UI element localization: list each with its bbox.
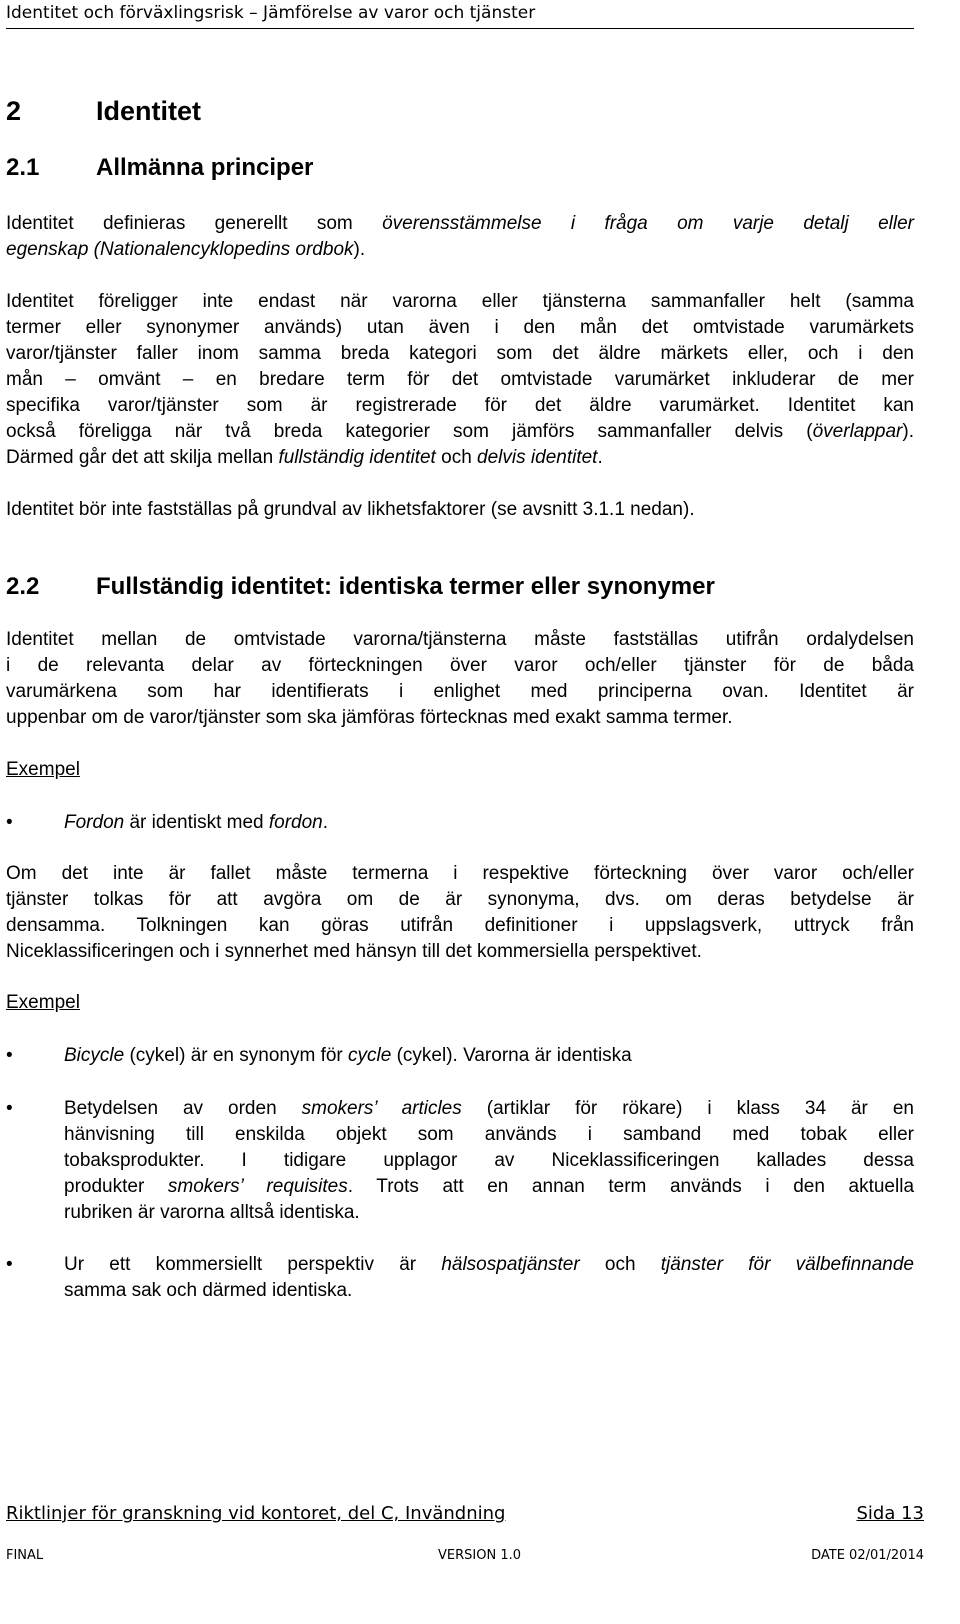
section-number: 2.2 <box>6 573 40 600</box>
paragraph-full-identity <box>6 627 914 731</box>
section-title: Allmänna principer <box>96 154 314 181</box>
text-run: smokers’ articles <box>301 1098 462 1119</box>
text-run: och <box>579 1254 661 1275</box>
footer-guidelines: Riktlinjer för granskning vid kontoret, del C, Invändning <box>6 1503 506 1524</box>
text-run: cycle <box>348 1045 392 1066</box>
text-run: fullständig identitet <box>278 447 436 468</box>
text-run: tjänster för välbefinnande <box>660 1254 914 1275</box>
text-run: delvis identitet <box>477 447 598 468</box>
text-run: Betydelsen av orden <box>64 1098 302 1119</box>
document-version: VERSION 1.0 <box>438 1548 521 1563</box>
bullet-icon: • <box>6 1254 13 1275</box>
example-label <box>6 757 914 783</box>
text-run: smokers’ requisites <box>167 1176 348 1197</box>
text-line: varor/tjänster faller inom samma breda kategori som det äldre märkets eller, och i den <box>6 343 914 364</box>
footer-meta-row <box>6 1547 924 1567</box>
text-run: Bicycle <box>64 1045 125 1066</box>
text-run: egenskap ( <box>6 239 101 260</box>
text-line: Om det inte är fallet måste termerna i respektive förteckning över varor och/eller <box>6 863 914 884</box>
bullet-icon: • <box>6 1098 13 1119</box>
text-run: ). <box>353 239 366 260</box>
text-run: ). <box>902 421 914 442</box>
section-title: Identitet <box>96 96 201 126</box>
bullet-item <box>6 1252 914 1304</box>
text-line: hänvisning till enskilda objekt som används i samband med tobak eller <box>64 1124 914 1145</box>
text-line: tobaksprodukter. I tidigare upplagor av Niceklassificeringen kallades dessa <box>64 1150 914 1171</box>
running-header <box>6 0 914 29</box>
text-run: hälsospatjänster <box>441 1254 580 1275</box>
text-line <box>6 445 914 471</box>
text-line <box>64 1174 914 1200</box>
section-number: 2 <box>6 96 22 126</box>
text-run: (artiklar för rökare) i klass 34 är en <box>461 1098 915 1119</box>
text-line <box>64 1043 914 1069</box>
text-line: uppenbar om de varor/tjänster som ska jämföras förtecknas med exakt samma termer. <box>6 707 733 728</box>
document-date: DATE 02/01/2014 <box>811 1548 924 1563</box>
text-line: mån – omvänt – en bredare term för det omtvistade varumärket inkluderar de mer <box>6 369 914 390</box>
text-run: Nationalencyklopedins ordbok <box>100 239 354 260</box>
text-run: . <box>322 812 329 833</box>
text-run: Identitet definieras generellt som <box>6 213 383 234</box>
bullet-item <box>6 1043 914 1069</box>
footer-guidelines-row <box>6 1502 924 1528</box>
bullet-text <box>64 1043 914 1069</box>
example-label <box>6 990 914 1016</box>
section-title: Fullständig identitet: identiska termer eller synonymer <box>96 573 715 600</box>
bullet-text <box>64 810 914 836</box>
bullet-icon: • <box>6 1045 13 1066</box>
bullet-text <box>64 1252 914 1304</box>
text-line <box>6 419 914 445</box>
text-run: . Trots att en annan term används i den aktuella <box>347 1176 915 1197</box>
section-2-heading <box>6 96 201 127</box>
page-number: Sida 13 <box>856 1503 924 1524</box>
text-run: (cykel). Varorna är identiska <box>391 1045 632 1066</box>
text-run: överlappar <box>812 421 903 442</box>
text-line <box>64 1096 914 1122</box>
text-line: specifika varor/tjänster som är registrerade för det äldre varumärket. Identitet kan <box>6 395 914 416</box>
text-line <box>6 211 914 237</box>
text-line: i de relevanta delar av förteckningen över varor och/eller tjänster för de båda <box>6 655 914 676</box>
text-line: rubriken är varorna alltså identiska. <box>64 1202 360 1223</box>
example-heading: Exempel <box>6 992 80 1013</box>
text-line <box>64 1252 914 1278</box>
paragraph-synonyms <box>6 861 914 965</box>
section-number: 2.1 <box>6 154 40 181</box>
bullet-item <box>6 1096 914 1226</box>
text-run: överensstämmelse i fråga om varje detalj eller <box>382 213 914 234</box>
text-run: (cykel) är en synonym för <box>124 1045 349 1066</box>
text-line <box>6 237 914 263</box>
text-run: Fordon <box>64 812 125 833</box>
header-title: Identitet och förväxlingsrisk – Jämförelse av varor och tjänster <box>6 3 536 23</box>
text-run: Ur ett kommersiellt perspektiv är <box>64 1254 442 1275</box>
text-line <box>64 810 914 836</box>
paragraph-identity-scope <box>6 289 914 471</box>
bullet-icon: • <box>6 812 13 833</box>
section-2-2-heading <box>6 573 715 601</box>
text-run: också föreligga när två breda kategorier som jämförs sammanfaller delvis ( <box>6 421 813 442</box>
text-line: varumärkena som har identifierats i enlighet med principerna ovan. Identitet är <box>6 681 914 702</box>
text-run: . <box>597 447 603 468</box>
paragraph-definition <box>6 211 914 263</box>
text-run: och <box>435 447 478 468</box>
bullet-text <box>64 1096 914 1226</box>
text-line: Niceklassificeringen och i synnerhet med hänsyn till det kommersiella perspektivet. <box>6 941 702 962</box>
text-line: termer eller synonymer används) utan även i den mån det omtvistade varumärkets <box>6 317 914 338</box>
text-line: tjänster tolkas för att avgöra om de är synonyma, dvs. om deras betydelse är <box>6 889 914 910</box>
text-line: samma sak och därmed identiska. <box>64 1280 353 1301</box>
example-heading: Exempel <box>6 759 80 780</box>
text-run: är identiskt med <box>124 812 269 833</box>
paragraph-similarity-note <box>6 497 914 523</box>
text-run: produkter <box>64 1176 168 1197</box>
section-2-1-heading <box>6 154 313 182</box>
document-status: FINAL <box>6 1548 44 1563</box>
text-line: densamma. Tolkningen kan göras utifrån definitioner i uppslagsverk, uttryck från <box>6 915 914 936</box>
text-line: Identitet bör inte fastställas på grundval av likhetsfaktorer (se avsnitt 3.1.1 nedan). <box>6 499 695 520</box>
text-line: Identitet mellan de omtvistade varorna/tjänsterna måste fastställas utifrån ordalydelsen <box>6 629 914 650</box>
text-line: Identitet föreligger inte endast när varorna eller tjänsterna sammanfaller helt (samma <box>6 291 914 312</box>
bullet-item <box>6 810 914 836</box>
text-run: Därmed går det att skilja mellan <box>6 447 279 468</box>
text-run: fordon <box>268 812 323 833</box>
